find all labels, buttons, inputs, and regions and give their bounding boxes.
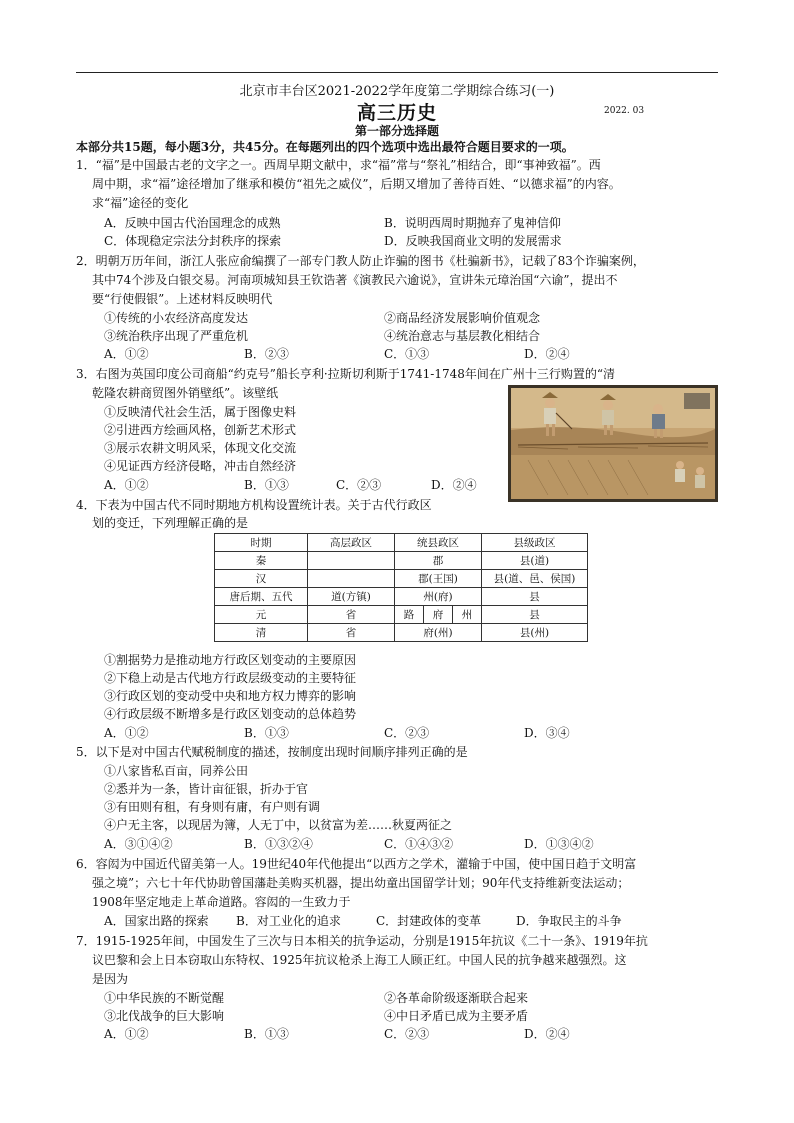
- q6-option-a[interactable]: A．国家出路的探索: [104, 914, 209, 928]
- q3-stem-line: 乾隆农耕商贸图外销壁纸”。该壁纸: [92, 386, 279, 400]
- table-cell: 唐后期、五代: [215, 588, 308, 606]
- q3-stem-line: 3．右图为英国印度公司商船“约克号”船长亨利·拉斯切利斯于1741-1748年间在广州十三行购置的“清: [76, 367, 615, 381]
- q6-option-c[interactable]: C．封建政体的变革: [376, 914, 482, 928]
- q5-option-c[interactable]: C．①④③②: [384, 837, 454, 851]
- q2-option-a[interactable]: A．①②: [104, 347, 149, 361]
- table-cell: 秦: [215, 552, 308, 570]
- q3-option-a[interactable]: A．①②: [104, 478, 149, 492]
- q7-option-a[interactable]: A．①②: [104, 1027, 149, 1041]
- table-cell: 清: [215, 624, 308, 642]
- q4-option-a[interactable]: A．①②: [104, 726, 149, 740]
- table-row: [215, 570, 588, 588]
- q2-option-b[interactable]: B．②③: [244, 347, 289, 361]
- q5-option-d[interactable]: D．①③④②: [524, 837, 594, 851]
- q2-item-3: ③统治秩序出现了严重危机: [104, 329, 249, 343]
- q6-stem-line: 6．容闳为中国近代留美第一人。19世纪40年代他提出“以西方之学术，灌输于中国，使中国日趋于文明富: [76, 857, 637, 871]
- q3-item-1: ①反映清代社会生活，属于图像史料: [104, 405, 297, 419]
- q4-item-4: ④行政层级不断增多是行政区划变动的总体趋势: [104, 707, 357, 721]
- q4-option-d[interactable]: D．③④: [524, 726, 570, 740]
- q7-item-2: ②各革命阶级逐渐联合起来: [384, 991, 529, 1005]
- q5-item-4: ④户无主客，以现居为簿，人无丁中，以贫富为差……秋夏两征之: [104, 818, 453, 832]
- q2-item-4: ④统治意志与基层教化相结合: [384, 329, 541, 343]
- table-cell: 府(州): [395, 624, 482, 642]
- table-subcell: 府: [423, 606, 452, 623]
- table-header-cell: 统县政区: [395, 534, 482, 552]
- table-cell: 道(方镇): [308, 588, 395, 606]
- q7-item-3: ③北伐战争的巨大影响: [104, 1009, 225, 1023]
- table-header-cell: 县级政区: [482, 534, 588, 552]
- q4-item-2: ②下稳上动是古代地方行政层级变动的主要特征: [104, 671, 357, 685]
- table-cell: [308, 570, 395, 588]
- table-subcell: 路: [403, 609, 415, 621]
- q6-option-d[interactable]: D．争取民主的斗争: [516, 914, 622, 928]
- page-title: 高三历史: [356, 102, 437, 124]
- q7-option-c[interactable]: C．②③: [384, 1027, 430, 1041]
- table-row: [215, 624, 588, 642]
- q1-stem-line: 周中期，求“福”途径增加了继承和模仿“祖先之威仪”，后期又增加了善待百姓、“以德求福”的内容。: [92, 177, 621, 191]
- q5-option-a[interactable]: A．③①④②: [104, 837, 173, 851]
- q1-option-b[interactable]: B．说明西周时期抛弃了鬼神信仰: [384, 216, 561, 230]
- table-row: [215, 552, 588, 570]
- q5-item-2: ②悉并为一条，皆计亩征银，折办于官: [104, 782, 309, 796]
- q3-option-d[interactable]: D．②④: [431, 478, 477, 492]
- q5-stem-line: 5．以下是对中国古代赋税制度的描述，按制度出现时间顺序排列正确的是: [76, 745, 468, 759]
- q2-stem-line: 要“行使假银”。上述材料反映明代: [92, 292, 273, 306]
- table-row: [215, 588, 588, 606]
- table-cell: 郡(王国): [395, 570, 482, 588]
- table-row: [215, 606, 588, 624]
- table-cell: 州(府): [395, 588, 482, 606]
- q1-option-c[interactable]: C．体现稳定宗法分封秩序的探索: [104, 234, 282, 248]
- table-cell: 县(道、邑、侯国): [482, 570, 588, 588]
- q1-stem-line: 1．“福”是中国最古老的文字之一。西周早期文献中，求“福”常与“祭礼”相结合，即“事神致福”。西: [76, 158, 601, 172]
- q3-option-c[interactable]: C．②③: [336, 478, 382, 492]
- q3-item-2: ②引进西方绘画风格，创新艺术形式: [104, 423, 297, 437]
- q2-stem-line: 其中74个涉及白银交易。河南项城知县王钦诰著《演教民六逾说》，宣讲朱元璋治国“六谕”，提出不: [92, 273, 618, 287]
- table-cell: 县: [482, 588, 588, 606]
- q5-option-b[interactable]: B．①③②④: [244, 837, 313, 851]
- q7-stem-line: 是因为: [92, 972, 129, 986]
- farming-painting-image: [508, 385, 718, 502]
- table-header-cell: 高层政区: [308, 534, 395, 552]
- q4-option-b[interactable]: B．①③: [244, 726, 289, 740]
- q4-item-1: ①割据势力是推动地方行政区划变动的主要原因: [104, 653, 357, 667]
- q7-stem-line: 议巴黎和会上日本窃取山东特权、1925年抗议枪杀上海工人顾正红。中国人民的抗争越来越强烈。这: [92, 953, 627, 967]
- admin-table: [214, 533, 588, 642]
- table-cell: 省: [308, 624, 395, 642]
- table-cell: [308, 552, 395, 570]
- table-subcell: 州: [452, 606, 481, 623]
- table-cell: 县(州): [482, 624, 588, 642]
- q7-item-4: ④中日矛盾已成为主要矛盾: [384, 1009, 529, 1023]
- q7-stem-line: 7．1915-1925年间，中国发生了三次与日本相关的抗争运动，分别是1915年抗议《二十一条》、1919年抗: [76, 934, 648, 948]
- q3-item-3: ③展示农耕文明风采，体现文化交流: [104, 441, 297, 455]
- table-cell: 省: [308, 606, 395, 624]
- q7-option-d[interactable]: D．②④: [524, 1027, 570, 1041]
- header-rule: [76, 72, 718, 73]
- exam-date: 2022. 03: [604, 106, 645, 116]
- q3-option-b[interactable]: B．①③: [244, 478, 289, 492]
- table-cell: 县(道): [482, 552, 588, 570]
- q4-stem-line: 4．下表为中国古代不同时期地方机构设置统计表。关于古代行政区: [76, 498, 432, 512]
- q6-option-b[interactable]: B．对工业化的追求: [236, 914, 341, 928]
- table-header-cell: 时期: [215, 534, 308, 552]
- q7-option-b[interactable]: B．①③: [244, 1027, 289, 1041]
- table-cell-split: [395, 606, 482, 624]
- table-header-row: [215, 534, 588, 552]
- q2-item-1: ①传统的小农经济高度发达: [104, 311, 249, 325]
- q5-item-1: ①八家皆私百亩，同养公田: [104, 764, 249, 778]
- q6-stem-line: 强之境”；六七十年代协助曾国藩赴美购买机器，提出幼童出国留学计划；90年代支持维新变法运动；: [92, 876, 630, 890]
- q1-option-a[interactable]: A．反映中国古代治国理念的成熟: [104, 216, 281, 230]
- q5-item-3: ③有田则有租，有身则有庸，有户则有调: [104, 800, 321, 814]
- q2-option-c[interactable]: C．①③: [384, 347, 430, 361]
- q6-stem-line: 1908年坚定地走上革命道路。容闳的一生致力于: [92, 895, 351, 909]
- table-cell: 县: [482, 606, 588, 624]
- table-cell: 郡: [395, 552, 482, 570]
- section-title: 第一部分选择题: [354, 124, 439, 138]
- table-cell: 汉: [215, 570, 308, 588]
- q4-stem-line: 划的变迁，下列理解正确的是: [92, 516, 249, 530]
- q2-option-d[interactable]: D．②④: [524, 347, 570, 361]
- exam-header: 北京市丰台区2021-2022学年度第二学期综合练习(一): [239, 84, 555, 99]
- q1-option-d[interactable]: D．反映我国商业文明的发展需求: [384, 234, 562, 248]
- q4-option-c[interactable]: C．②③: [384, 726, 430, 740]
- q1-stem-line: 求“福”途径的变化: [92, 196, 189, 210]
- table-cell: 元: [215, 606, 308, 624]
- section-instruction: 本部分共15题，每小题3分，共45分。在每题列出的四个选项中选出最符合题目要求的一项。: [76, 140, 574, 154]
- q3-item-4: ④见证西方经济侵略，冲击自然经济: [104, 459, 297, 473]
- q4-item-3: ③行政区划的变动受中央和地方权力博弈的影响: [104, 689, 357, 703]
- q7-item-1: ①中华民族的不断觉醒: [104, 991, 225, 1005]
- q2-item-2: ②商品经济发展影响价值观念: [384, 311, 541, 325]
- q2-stem-line: 2．明朝万历年间，浙江人张应俞编撰了一部专门教人防止诈骗的图书《杜骗新书》，记载了83个诈骗案例，: [76, 254, 645, 268]
